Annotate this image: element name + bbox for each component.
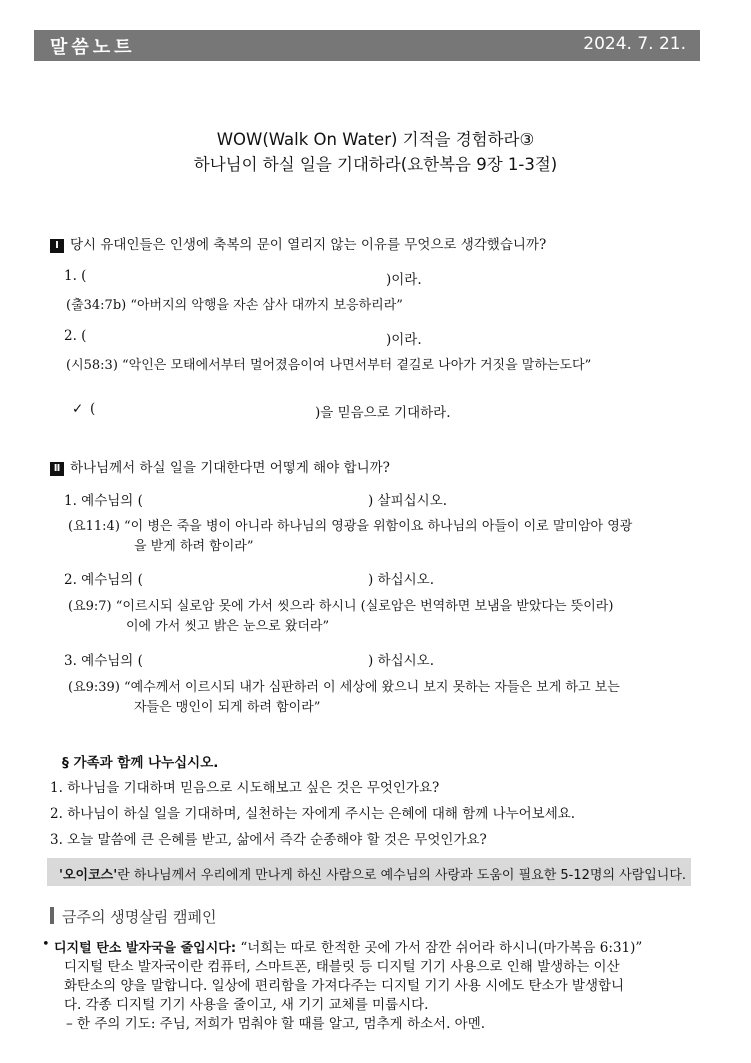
section1-item1-verse: (출34:7b) “아버지의 악행을 자손 삼사 대까지 보응하리라”: [66, 298, 403, 313]
check-mark-icon: ✓: [72, 401, 84, 417]
section2-numeral: Ⅱ: [50, 462, 64, 476]
section1-item2-suffix: )이라.: [386, 332, 422, 348]
section2-item1-suffix: ) 살피십시오.: [368, 493, 448, 509]
campaign-heading: 금주의 생명살림 캠페인: [62, 908, 217, 926]
sermon-title-line1: WOW(Walk On Water) 기적을 경험하라③: [216, 130, 535, 149]
section2-item2-suffix: ) 하십시오.: [368, 572, 435, 588]
header-title: 말씀노트: [50, 37, 136, 58]
section1-numeral: Ⅰ: [50, 239, 64, 253]
section1-check-prefix: (: [90, 401, 96, 417]
section2-item2-verse-b: 이에 가서 씻고 밝은 눈으로 왔더라”: [126, 619, 330, 634]
section2-item2-prefix: 2. 예수님의 (: [64, 572, 143, 588]
campaign-prayer: – 한 주의 기도: 주님, 저희가 멈춰야 할 때를 알고, 멈추게 하소서. 아멘.: [66, 1016, 486, 1032]
section1-item1-suffix: )이라.: [386, 272, 422, 288]
header-date: 2024. 7. 21.: [583, 34, 686, 54]
section1-item1-prefix: 1. (: [64, 268, 87, 284]
section1-question: 당시 유대인들은 인생에 축복의 문이 열리지 않는 이유를 무엇으로 생각했습니까?: [70, 237, 547, 253]
campaign-line3: 화탄소의 양을 말합니다. 일상에 편리함을 가져다주는 디지털 기기 사용 시에도 탄소가 발생합니: [64, 978, 625, 994]
family-section-title: § 가족과 함께 나누십시오.: [62, 755, 219, 771]
oikos-definition: 란 하나님께서 우리에게 만나게 하신 사람으로 예수님의 사랑과 도움이 필요한 5-12명의 사람입니다.: [117, 868, 687, 883]
family-question-3: 3. 오늘 말씀에 큰 은혜를 받고, 삶에서 즉각 순종해야 할 것은 무엇인가요?: [50, 832, 487, 848]
section2-item1-verse-b: 을 받게 하려 함이라”: [134, 539, 254, 554]
section1-question-row: [50, 233, 546, 253]
oikos-term: '오이코스': [59, 868, 118, 883]
family-question-2: 2. 하나님이 하실 일을 기대하며, 실천하는 자에게 주시는 은혜에 대해 함께 나누어보세요.: [50, 806, 576, 822]
header-bar: [34, 30, 700, 61]
section1-item2-prefix: 2. (: [64, 328, 87, 344]
section1-item2-verse: (시58:3) “악인은 모태에서부터 멀어졌음이여 나면서부터 곁길로 나아가 거짓을 말하는도다”: [66, 358, 592, 373]
campaign-line2: 디지털 탄소 발자국이란 컴퓨터, 스마트폰, 태블릿 등 디지털 기기 사용으로 인해 발생하는 이산: [64, 959, 620, 975]
section2-item3-verse-b: 자들은 맹인이 되게 하려 함이라”: [134, 700, 321, 715]
campaign-heading-bar: [50, 907, 54, 924]
section2-question: 하나님께서 하실 일을 기대한다면 어떻게 해야 합니까?: [70, 460, 390, 476]
section2-item1-prefix: 1. 예수님의 (: [64, 493, 143, 509]
section2-item3-prefix: 3. 예수님의 (: [64, 653, 143, 669]
campaign-line4: 다. 각종 디지털 기기 사용을 줄이고, 새 기기 교체를 미룹시다.: [64, 997, 429, 1013]
campaign-line1: [54, 936, 642, 956]
section2-question-row: [50, 456, 390, 476]
family-question-1: 1. 하나님을 기대하며 믿음으로 시도해보고 싶은 것은 무엇인가요?: [50, 780, 440, 796]
section2-item1-verse-a: (요11:4) “이 병은 죽을 병이 아니라 하나님의 영광을 위함이요 하나님의 아들이 이로 말미암아 영광: [68, 519, 633, 534]
oikos-note-box: [47, 858, 691, 886]
sermon-title-line2: 하나님이 하실 일을 기대하라(요한복음 9장 1-3절): [193, 155, 558, 174]
section1-check-suffix: )을 믿음으로 기대하라.: [315, 405, 451, 421]
campaign-line1-rest: “너희는 따로 한적한 곳에 가서 잠깐 쉬어라 하시니(마가복음 6:31)”: [236, 940, 643, 956]
campaign-heading-row: [50, 906, 216, 927]
section2-item3-suffix: ) 하십시오.: [368, 653, 435, 669]
oikos-note: [59, 864, 686, 883]
section2-item2-verse-a: (요9:7) “이르시되 실로암 못에 가서 씻으라 하시니 (실로암은 번역하면 보냄을 받았다는 뜻이라): [68, 599, 614, 614]
campaign-bullet: •: [42, 937, 50, 952]
section2-item3-verse-a: (요9:39) “예수께서 이르시되 내가 심판하러 이 세상에 왔으니 보지 못하는 자들은 보게 하고 보는: [68, 680, 620, 695]
campaign-lead: 디지털 탄소 발자국을 줄입시다:: [54, 941, 237, 956]
